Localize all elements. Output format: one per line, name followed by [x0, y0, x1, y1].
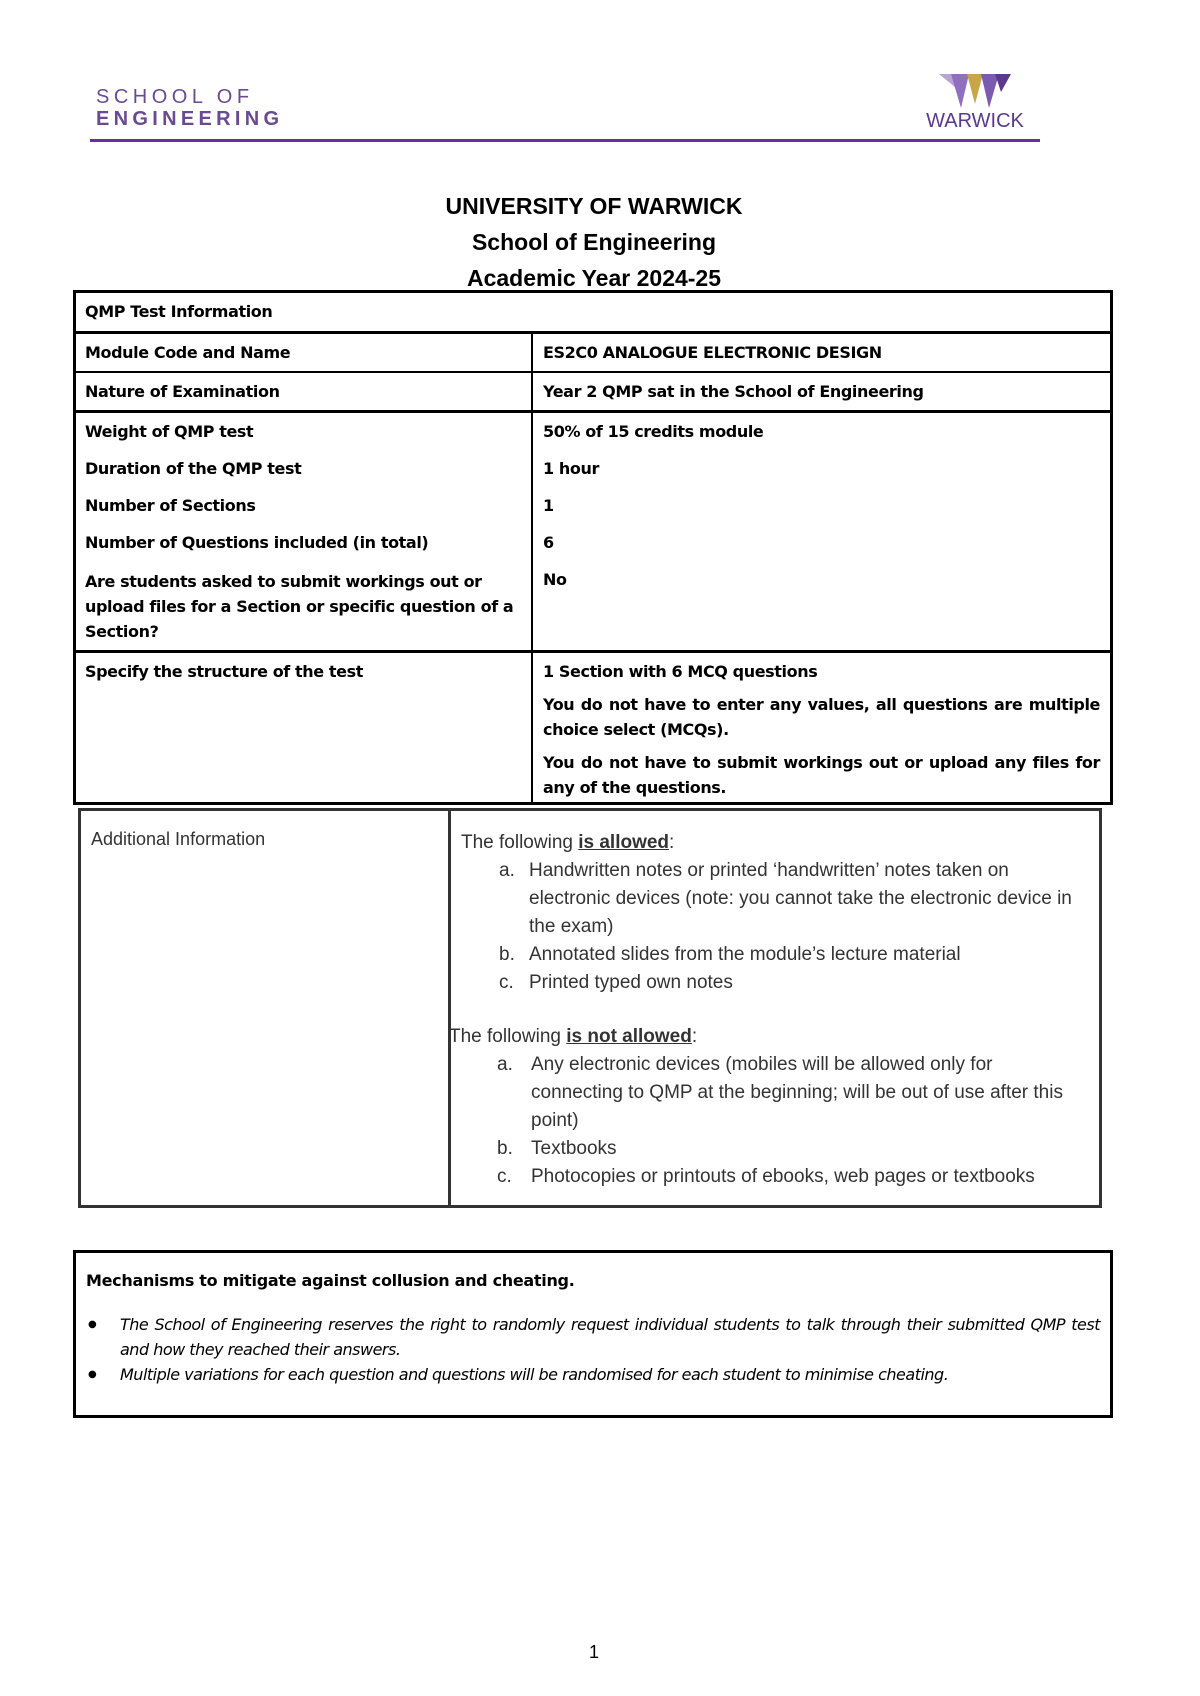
additional-information-table	[78, 808, 1102, 1208]
additional-info-label: Additional Information	[81, 811, 451, 1205]
header-divider-notch	[670, 140, 710, 142]
warwick-chevron-icon	[939, 74, 1011, 110]
list-item	[86, 1362, 1100, 1387]
structure-line-2: You do not have to enter any values, all questions are multiple choice select (MCQs).	[543, 695, 1100, 739]
structure-line-3: You do not have to submit workings out or upload any files for any of the questions.	[543, 753, 1100, 797]
table-row	[76, 410, 1110, 650]
academic-year-title: Academic Year 2024-25	[466, 265, 722, 291]
module-label: Module Code and Name	[76, 334, 533, 371]
bullet-icon: ●	[88, 1369, 97, 1380]
table-row	[76, 650, 1110, 802]
bullet-icon: ●	[88, 1319, 97, 1330]
list-item-letter: c.	[499, 972, 514, 993]
qmp-info-table	[73, 290, 1113, 805]
warwick-wordmark: WARWICK	[926, 110, 1024, 132]
questions-label: Number of Questions included (in total)	[85, 533, 429, 552]
document-titles	[0, 188, 1188, 296]
weight-value: 50% of 15 credits module	[543, 422, 764, 441]
group-values	[533, 413, 1110, 650]
not-allowed-emphasis: is not allowed	[566, 1026, 692, 1047]
structure-value	[533, 653, 1110, 802]
list-item-letter: c.	[497, 1166, 512, 1187]
allowed-suffix: :	[669, 832, 675, 853]
structure-line-1: 1 Section with 6 MCQ questions	[543, 662, 818, 681]
list-item	[499, 969, 1087, 997]
sections-label: Number of Sections	[85, 496, 256, 515]
table-row	[76, 293, 1110, 331]
school-of-engineering-logo	[96, 86, 283, 130]
duration-value: 1 hour	[543, 459, 599, 478]
bullet-text: The School of Engineering reserves the right to randomly request individual students to talk through their submitted QMP test and how they reached their answers.	[120, 1315, 1100, 1359]
module-value: ES2C0 ANALOGUE ELECTRONIC DESIGN	[543, 343, 882, 362]
list-item-letter: b.	[499, 944, 515, 965]
allowed-emphasis: is allowed	[578, 832, 670, 853]
list-item	[497, 1135, 1087, 1163]
table-row	[76, 371, 1110, 410]
mechanisms-title: Mechanisms to mitigate against collusion and cheating.	[86, 1271, 575, 1290]
list-item-letter: a.	[499, 860, 515, 881]
list-item-text: Textbooks	[531, 1138, 617, 1159]
group-labels	[76, 413, 533, 650]
list-item-text: Handwritten notes or printed ‘handwritten’ notes taken on electronic devices (note: you cannot take the electronic device in the exam)	[529, 860, 1072, 937]
header-divider	[90, 139, 1040, 142]
bullet-text: Multiple variations for each question and questions will be randomised for each student to minimise cheating.	[120, 1365, 949, 1384]
table-row	[76, 331, 1110, 371]
school-logo-line1: SCHOOL OF	[96, 86, 254, 108]
list-item	[499, 941, 1087, 969]
nature-label: Nature of Examination	[76, 373, 533, 410]
warwick-logo	[920, 74, 1030, 133]
sections-value: 1	[543, 496, 554, 515]
duration-label: Duration of the QMP test	[85, 459, 302, 478]
mechanisms-box	[73, 1250, 1113, 1418]
school-title: School of Engineering	[471, 229, 717, 255]
submit-label: Are students asked to submit workings out or upload files for a Section or specific question of a Section?	[85, 572, 514, 641]
list-item	[497, 1163, 1087, 1191]
allowed-heading	[461, 829, 1087, 857]
list-item-letter: a.	[497, 1054, 513, 1075]
spacer	[461, 997, 1087, 1023]
page-number: 1	[588, 1642, 599, 1662]
questions-value: 6	[543, 533, 554, 552]
not-allowed-suffix: :	[691, 1026, 698, 1047]
list-item	[497, 1051, 1087, 1135]
additional-info-content	[451, 811, 1099, 1205]
school-logo-line2: ENGINEERING	[96, 108, 284, 130]
structure-label: Specify the structure of the test	[76, 653, 533, 802]
not-allowed-prefix: The following	[449, 1026, 567, 1047]
allowed-list	[499, 857, 1087, 997]
university-title: UNIVERSITY OF WARWICK	[445, 193, 743, 219]
allowed-prefix: The following	[461, 832, 579, 853]
list-item-text: Any electronic devices (mobiles will be allowed only for connecting to QMP at the beginning; will be out of use after this point)	[531, 1054, 1063, 1131]
list-item-text: Printed typed own notes	[529, 972, 733, 993]
not-allowed-heading	[449, 1023, 1087, 1051]
table-heading: QMP Test Information	[85, 302, 273, 321]
not-allowed-list	[497, 1051, 1087, 1191]
list-item	[86, 1312, 1100, 1362]
list-item-text: Photocopies or printouts of ebooks, web pages or textbooks	[531, 1166, 1035, 1187]
list-item-letter: b.	[497, 1138, 513, 1159]
header-divider-notch	[300, 140, 340, 142]
submit-value: No	[543, 570, 567, 589]
weight-label: Weight of QMP test	[85, 422, 254, 441]
nature-value: Year 2 QMP sat in the School of Engineering	[543, 382, 924, 401]
list-item	[499, 857, 1087, 941]
list-item-text: Annotated slides from the module’s lecture material	[529, 944, 961, 965]
